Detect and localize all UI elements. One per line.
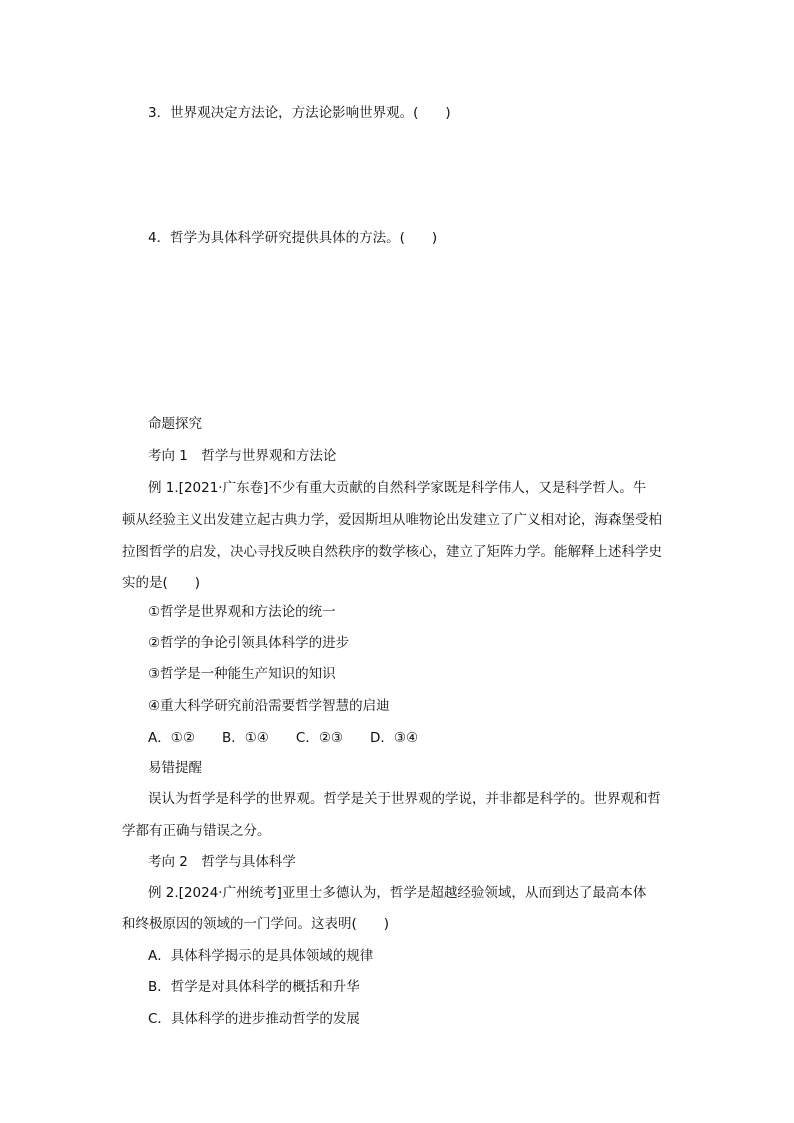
example-2-stem-line-1: 例 2.[2024·广州统考]亚里士多德认为，哲学是超越经验领域，从而到达了最高本体 (148, 885, 647, 901)
example-1-stem-line-2: 顿从经验主义出发建立起古典力学，爱因斯坦从唯物论出发建立了广义相对论，海森堡受柏 (122, 512, 662, 528)
question-4: 4．哲学为具体科学研究提供具体的方法。( ) (148, 230, 438, 246)
example-2-stem-line-2: 和终极原因的领域的一门学问。这表明( ) (122, 916, 390, 932)
example-1-item-2: ②哲学的争论引领具体科学的进步 (148, 635, 350, 651)
tip-line-2: 学都有正确与错误之分。 (122, 823, 271, 839)
example-1-item-4: ④重大科学研究前沿需要哲学智慧的启迪 (148, 698, 390, 714)
topic-1-heading: 考向 1 哲学与世界观和方法论 (148, 448, 337, 464)
example-1-item-3: ③哲学是一种能生产知识的知识 (148, 666, 336, 682)
tip-line-1: 误认为哲学是科学的世界观。哲学是关于世界观的学说，并非都是科学的。世界观和哲 (148, 791, 661, 807)
example-2-option-b: B．哲学是对具体科学的概括和升华 (148, 979, 360, 995)
example-1-stem-line-3: 拉图哲学的启发，决心寻找反映自然秩序的数学核心，建立了矩阵力学。能解释上述科学史 (122, 544, 662, 560)
example-2-option-c: C．具体科学的进步推动哲学的发展 (148, 1011, 360, 1027)
tip-title: 易错提醒 (148, 760, 202, 776)
example-1-stem-line-4: 实的是( ) (122, 575, 201, 591)
section-title: 命题探究 (148, 416, 202, 432)
topic-2-heading: 考向 2 哲学与具体科学 (148, 854, 296, 870)
question-3: 3．世界观决定方法论，方法论影响世界观。( ) (148, 105, 451, 121)
example-2-option-a: A．具体科学揭示的是具体领域的规律 (148, 948, 374, 964)
example-1-item-1: ①哲学是世界观和方法论的统一 (148, 604, 336, 620)
example-1-options: A．①② B．①④ C．②③ D．③④ (148, 730, 419, 746)
example-1-stem-line-1: 例 1.[2021·广东卷]不少有重大贡献的自然科学家既是科学伟人，又是科学哲人。牛 (148, 480, 647, 496)
